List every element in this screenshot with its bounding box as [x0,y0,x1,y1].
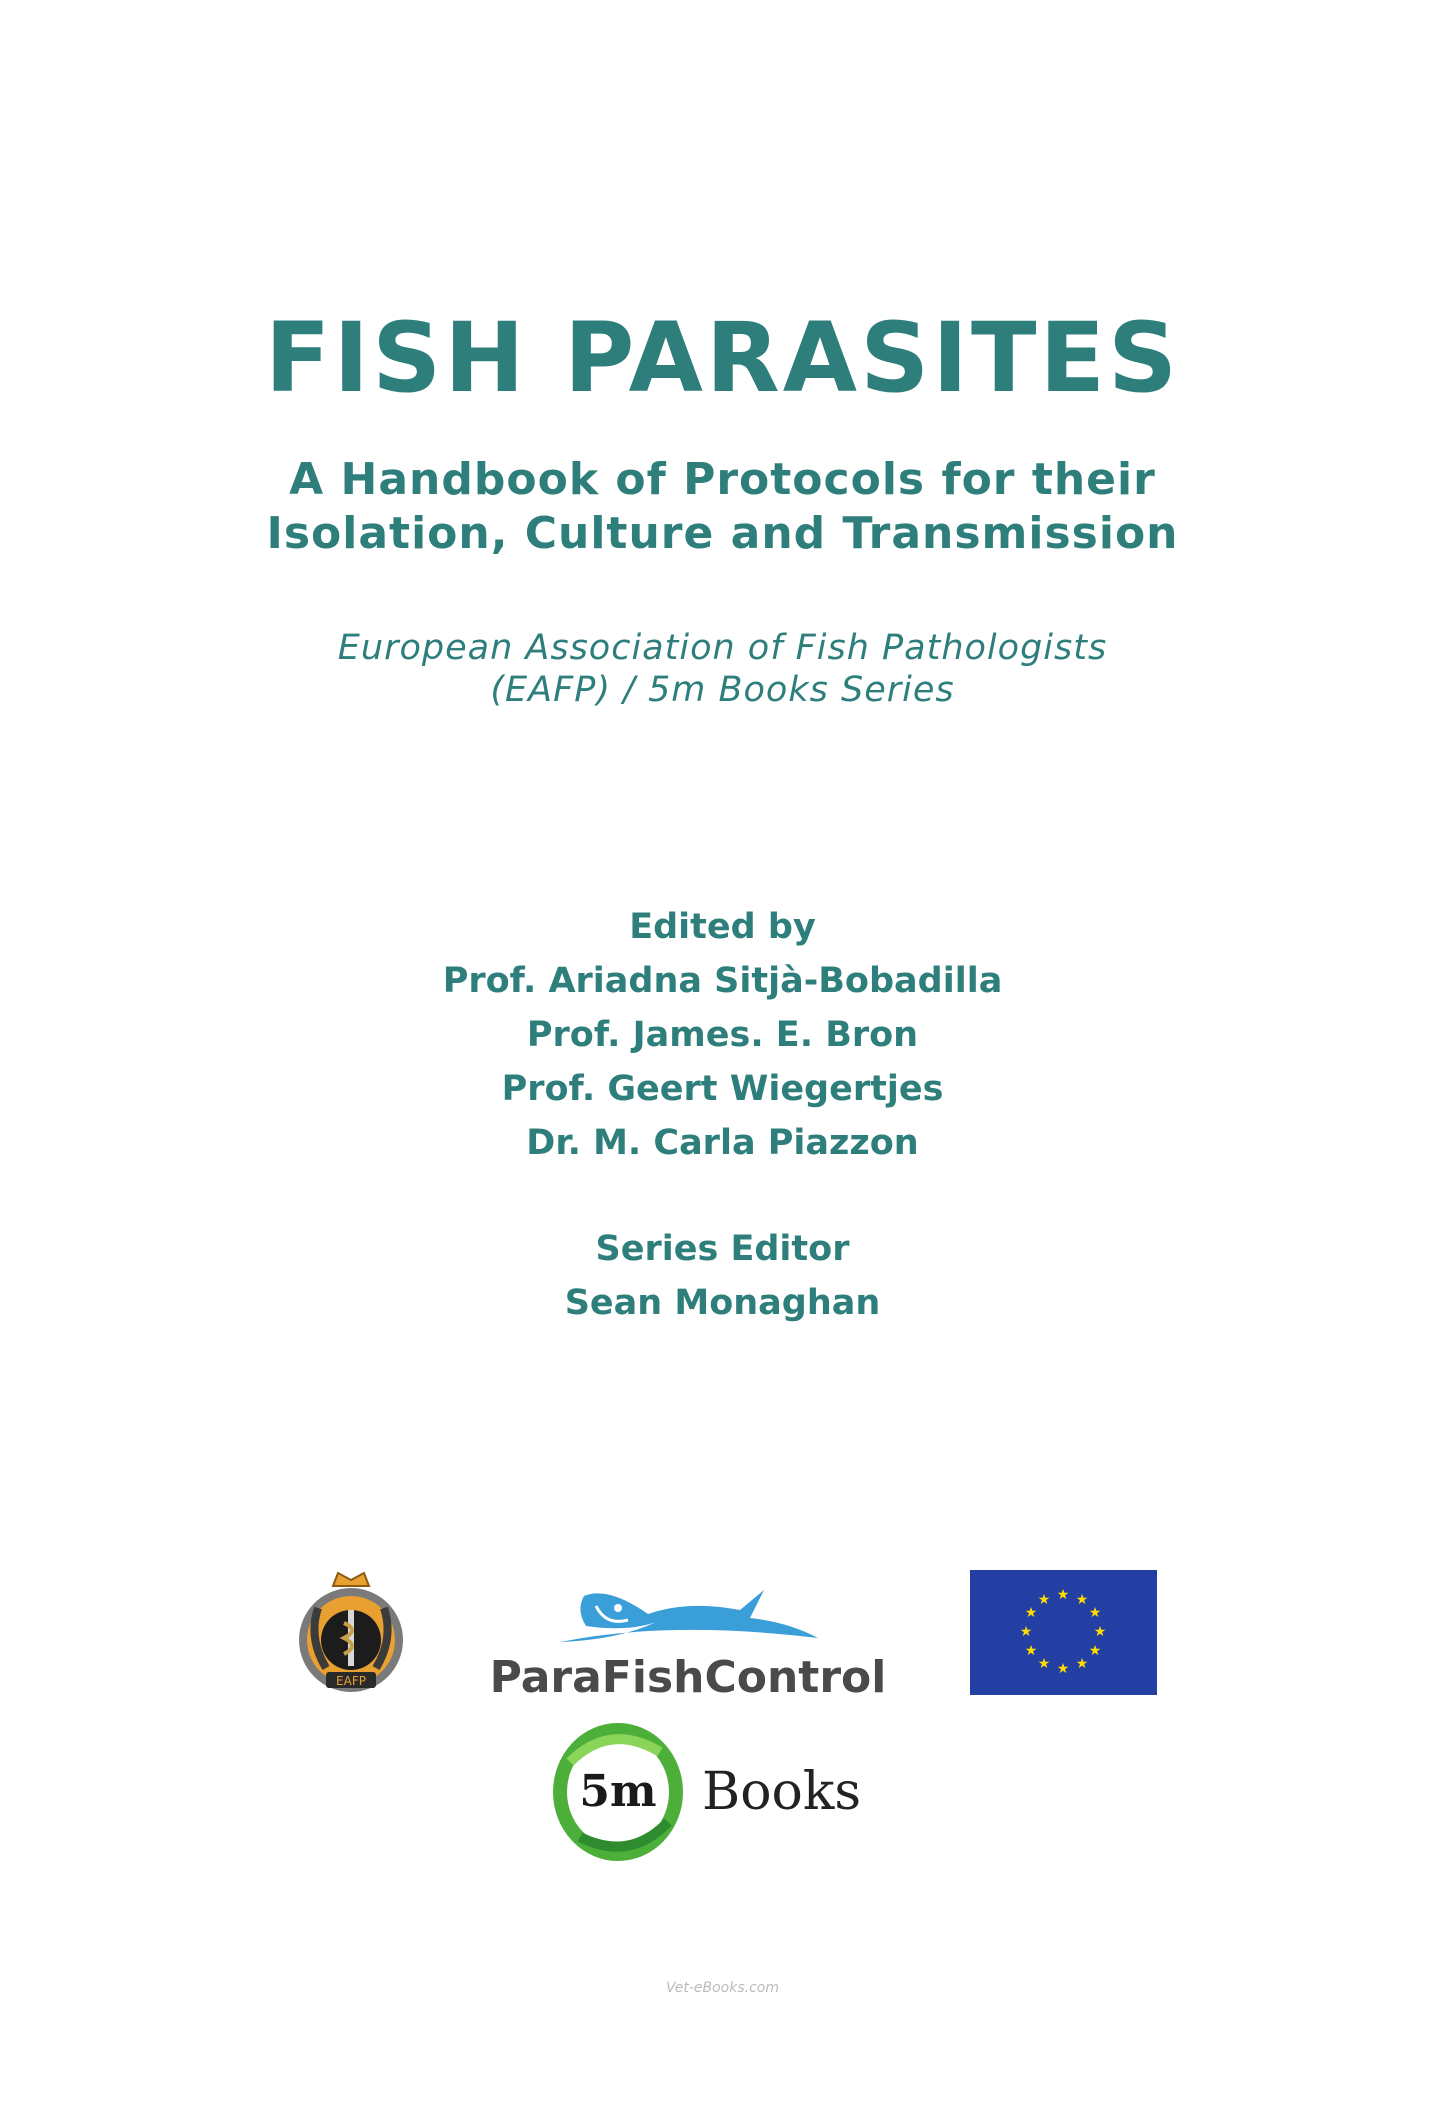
series-editor-heading: Series Editor [595,1229,850,1269]
fivem-books-wordmark: Books [702,1762,862,1822]
series-editor-block [0,1222,1445,1330]
svg-text:★: ★ [1019,1624,1033,1640]
svg-text:★: ★ [1088,1643,1102,1659]
book-subtitle [0,453,1445,561]
svg-text:5m: 5m [579,1766,657,1817]
editors-block [0,900,1445,1170]
fivem-books-logo [550,1722,862,1862]
svg-text:★: ★ [1024,1643,1038,1659]
svg-text:★: ★ [1056,1587,1070,1603]
eafp-logo [288,1568,414,1698]
watermark: Vet-eBooks.com [665,1980,779,1996]
editors-heading: Edited by [629,907,816,947]
series-editor-name: Sean Monaghan [564,1283,881,1323]
parafishcontrol-wordmark: ParaFishControl [489,1652,887,1703]
svg-text:★: ★ [1056,1661,1070,1677]
svg-text:★: ★ [1093,1624,1107,1640]
editor-name: Prof. Ariadna Sitjà-Bobadilla [442,961,1003,1001]
series-line-1: European Association of Fish Pathologists [337,628,1108,668]
svg-text:★: ★ [1075,1656,1089,1672]
series-name [0,627,1445,711]
svg-text:★: ★ [1024,1605,1038,1621]
parafishcontrol-logo [488,1570,888,1705]
eu-flag [970,1570,1157,1695]
svg-text:EAFP: EAFP [336,1674,366,1688]
svg-text:★: ★ [1037,1592,1051,1608]
editor-name: Dr. M. Carla Piazzon [526,1123,919,1163]
book-title: FISH PARASITES [264,302,1181,414]
svg-text:★: ★ [1088,1605,1102,1621]
series-line-2: (EAFP) / 5m Books Series [490,670,955,710]
subtitle-line-2: Isolation, Culture and Transmission [266,508,1179,559]
svg-text:★: ★ [1075,1592,1089,1608]
subtitle-line-1: A Handbook of Protocols for their [289,454,1156,505]
editor-name: Prof. Geert Wiegertjes [501,1069,944,1109]
editor-name: Prof. James. E. Bron [526,1015,919,1055]
svg-text:★: ★ [1037,1656,1051,1672]
